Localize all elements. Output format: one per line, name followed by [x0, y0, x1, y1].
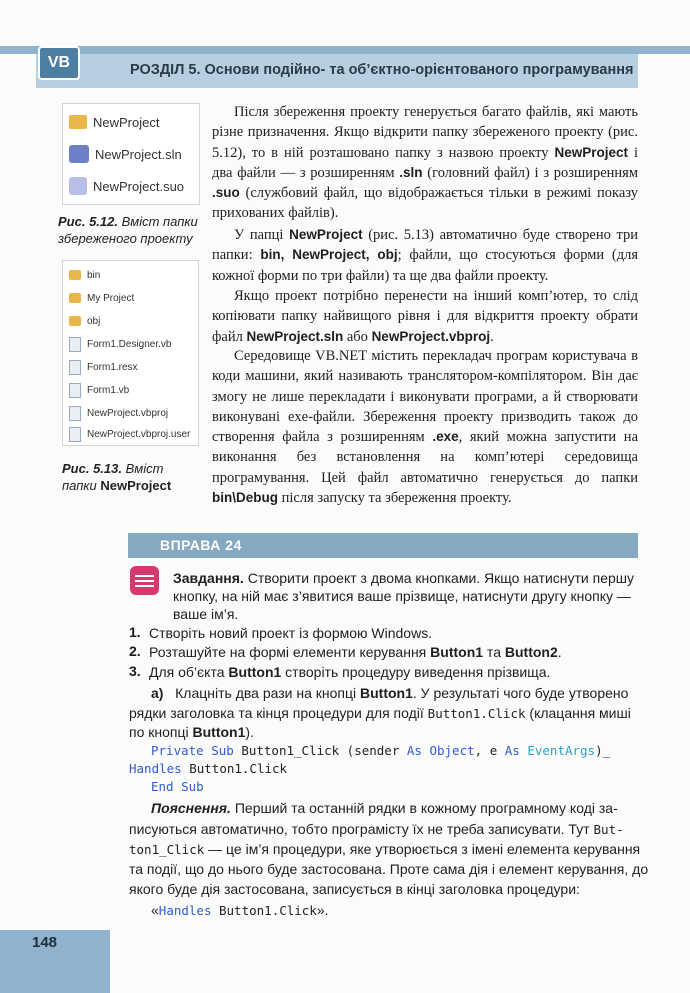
- folder-icon: [69, 270, 81, 280]
- paragraph: Якщо проект потрібно перенести на інший комп’ютер, то слід копіювати папку найвищого рівня і для відкриття проекту обрати файл NewProject.sln або NewProject.vbproj.: [212, 288, 638, 345]
- resx-file-icon: [69, 360, 81, 375]
- figure-caption: Рис. 5.12. Вміст папки збереженого проекту: [58, 214, 198, 246]
- step-number: 3.: [129, 663, 141, 679]
- list-item: Form1.vb: [69, 381, 129, 399]
- header-accent-strip: [0, 46, 690, 54]
- list-item: bin: [69, 266, 100, 284]
- task-line: Завдання. Створити проект з двома кнопками. Якщо натиснути першу: [173, 570, 635, 586]
- list-item: NewProject.vbproj.user: [69, 425, 190, 443]
- task-line: ваше ім’я.: [173, 606, 239, 622]
- paragraph: У папці NewProject (рис. 5.13) автоматично буде створено три папки: bin, NewProject, obj; файли, що стосуються форми (для кожної форми по три файли) та ще два файли проекту.: [212, 227, 639, 284]
- exercise-title: ВПРАВА 24: [160, 537, 242, 553]
- list-item: NewProject.suo: [69, 174, 184, 198]
- paragraph: Середовище VB.NET містить перекладач програм користувача в коди машини, який називають транслятором-компілятором. Він дає змогу не лише перекладати і виконувати програми, а й створювати виконувані exe-файли. Збереження проекту призводить також до створення файла з розширенням .exe, який можна запустити на виконання без встановлення на комп’ютері середовища програмування. Цей файл автоматично генерується до папки bin\Debug після запуску та збереження проекту.: [212, 348, 638, 507]
- vb-logo-icon: VB: [38, 46, 80, 80]
- step-line: Розташуйте на формі елементи керування Button1 та Button2.: [149, 644, 562, 660]
- substep-line: рядки заголовка та кінця процедури для події Button1.Click (клацання миші: [129, 705, 631, 721]
- vb-file-icon: [69, 383, 81, 398]
- vbproj-file-icon: [69, 406, 81, 421]
- code-line: End Sub: [151, 779, 204, 794]
- code-line: Handles Button1.Click: [129, 761, 288, 776]
- user-file-icon: [69, 427, 81, 442]
- list-item: Form1.Designer.vb: [69, 335, 171, 353]
- step-line: Створіть новий проект із формою Windows.: [149, 625, 433, 641]
- list-item: NewProject.vbproj: [69, 404, 168, 422]
- vb-file-icon: [69, 337, 81, 352]
- step-number: 1.: [129, 624, 141, 640]
- suo-file-icon: [69, 177, 87, 195]
- list-item: My Project: [69, 289, 134, 307]
- folder-icon: [69, 293, 81, 303]
- explanation-line: якого буде дія застосована, записується в кінці заголовка процедури:: [129, 881, 580, 897]
- explanation-line: «Handles Button1.Click».: [151, 902, 329, 918]
- list-item: NewProject: [69, 110, 159, 134]
- code-line: Private Sub Button1_Click (sender As Object, e As EventArgs)_: [151, 743, 611, 758]
- list-item: obj: [69, 312, 100, 330]
- step-line: Для об’єкта Button1 створіть процедуру виведення прізвища.: [149, 664, 551, 680]
- paragraph: Після збереження проекту генерується багато файлів, які мають різне призначення. Якщо відкрити папку збереженого проекту (рис. 5.12), то в ній розташовано папку з назвою проекту NewProject і два файли — з розширенням .sln (головний файл) і з розширенням .suo (службовий файл, що відображається тільки в режимі показу прихованих файлів).: [212, 104, 638, 222]
- explanation-line: ton1_Click — це ім’я процедури, яке утворюється з імені елемента керування: [129, 841, 641, 857]
- task-keyboard-icon: [130, 566, 159, 595]
- figure-caption: Рис. 5.13. Вміст папки NewProject: [62, 461, 172, 493]
- list-item: Form1.resx: [69, 358, 138, 376]
- task-line: кнопку, на ній має з’явитися ваше прізвище, натиснути другу кнопку —: [173, 588, 631, 604]
- figure-5-12: [62, 103, 200, 205]
- explanation-line: писуються автоматично, тобто програмісту їх не треба записувати. Тут But-: [129, 821, 624, 837]
- solution-file-icon: [69, 145, 89, 163]
- folder-icon: [69, 316, 81, 326]
- page-number: 148: [32, 934, 58, 951]
- step-number: 2.: [129, 643, 141, 659]
- chapter-title: РОЗДІЛ 5. Основи подійно- та об’єктно-орієнтованого програмування: [130, 62, 634, 78]
- figure-5-13: [62, 260, 199, 446]
- explanation-line: та події, що до нього буде застосована. Проте сама дія і елемент керування, до: [129, 861, 649, 877]
- folder-icon: [69, 115, 87, 129]
- substep-line: по кнопці Button1).: [129, 724, 254, 740]
- substep-line: а) Клацніть два рази на кнопці Button1. У результаті чого буде утворено: [151, 685, 629, 701]
- list-item: NewProject.sln: [69, 142, 182, 166]
- explanation-line: Пояснення. Перший та останній рядки в кожному програмному коді за-: [151, 800, 618, 816]
